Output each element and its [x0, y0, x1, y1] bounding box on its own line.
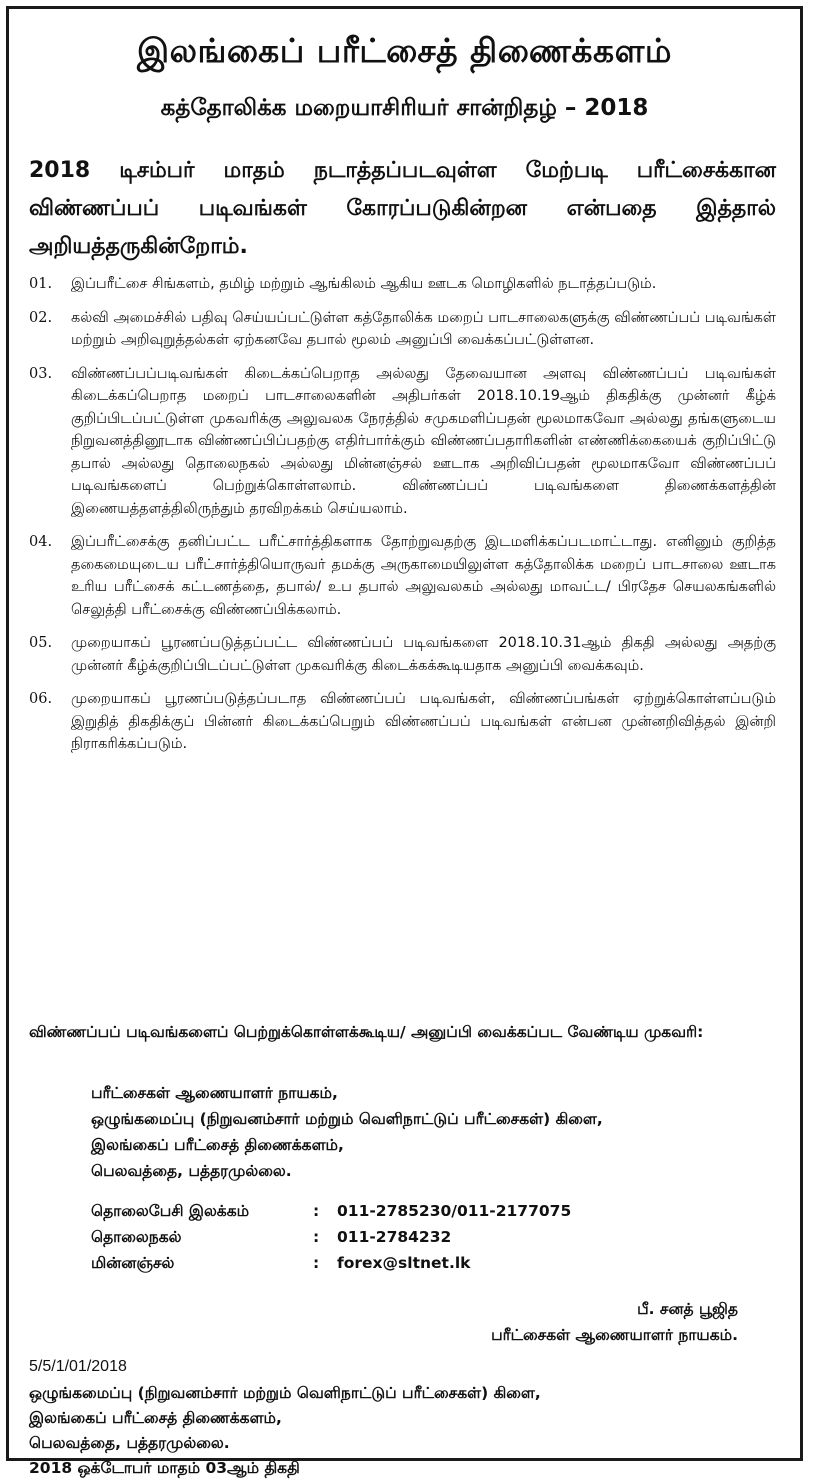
- contact-separator: :: [313, 1254, 320, 1272]
- item-text: முறையாகப் பூரணப்படுத்தப்படாத விண்ணப்பப் படிவங்கள், விண்ணப்பங்கள் ஏற்றுக்கொள்ளப்படும் இறுதித் திகதிக்குப் பின்னர் கிடைக்கப்பெறும் விண்ணப்பப் படிவங்கள் என்பன முன்னறிவித்தல் இன்றி நிராகரிக்கப்படும்.: [71, 691, 776, 752]
- exam-title: கத்தோலிக்க மறையாசிரியர் சான்றிதழ் – 2018: [160, 95, 649, 121]
- contact-label: தொலைபேசி இலக்கம்: [91, 1202, 250, 1220]
- footer-address: [29, 1381, 776, 1481]
- item-text: கல்வி அமைச்சில் பதிவு செய்யப்பட்டுள்ள கத்தோலிக்க மறைப் பாடசாலைகளுக்கு விண்ணப்பப் படிவங்கள் மற்றும் அறிவுறுத்தல்கள் ஏற்கனவே தபால் மூலம் அனுப்பி வைக்கப்பட்டுள்ளன.: [71, 309, 776, 348]
- signer-title: பரீட்சைகள் ஆணையாளர் நாயகம்.: [491, 1326, 738, 1344]
- list-item: [29, 363, 776, 521]
- phone-value: 011-2785230/011-2177075: [337, 1202, 572, 1220]
- list-item: [29, 632, 776, 677]
- list-item: [29, 307, 776, 352]
- footer-date: 2018 ஒக்டோபர் மாதம் 03ஆம் திகதி: [29, 1459, 300, 1477]
- contact-separator: :: [313, 1228, 320, 1246]
- instruction-list: [29, 273, 776, 767]
- intro-paragraph: 2018 டிசம்பர் மாதம் நடாத்தப்படவுள்ள மேற்படி பரீட்சைக்கான விண்ணப்பப் படிவங்கள் கோரப்படுகின்றன என்பதை இத்தால் அறியத்தருகின்றோம்.: [29, 158, 776, 259]
- footer-line: பெலவத்தை, பத்தரமுல்லை.: [29, 1434, 230, 1452]
- fax-value: 011-2784232: [337, 1228, 452, 1246]
- address-line: பெலவத்தை, பத்தரமுல்லை.: [91, 1162, 292, 1180]
- contact-label: மின்னஞ்சல்: [91, 1254, 175, 1272]
- contact-label: தொலைநகல்: [91, 1228, 182, 1246]
- contact-separator: :: [313, 1202, 320, 1220]
- item-number: 05.: [29, 635, 53, 651]
- address-line: பரீட்சைகள் ஆணையாளர் நாயகம்,: [91, 1084, 338, 1102]
- list-item: [29, 273, 776, 296]
- list-item: [29, 531, 776, 621]
- item-text: விண்ணப்பப்படிவங்கள் கிடைக்கப்பெறாத அல்லது தேவையான அளவு விண்ணப்பப் படிவங்கள் கிடைக்கப்பெறாத மறைப் பாடசாலைகளின் அதிபர்கள் 2018.10.19ஆம் திகதிக்கு முன்னர் கீழ்க் குறிப்பிடப்பட்டுள்ள முகவரிக்கு அலுவலக நேரத்தில் சமுகமளிப்பதன் மூலமாகவோ அல்லது தங்களுடைய நிறுவனத்தினூடாக விண்ணப்பிப்பதற்கு எதிர்பார்க்கும் விண்ணப்பதாரிகளின் எண்ணிக்கையைக் குறிப்பிட்டு தபால் அல்லது தொலைநகல் அல்லது மின்னஞ்சல் ஊடாக அறிவிப்பதன் மூலமாகவோ விண்ணப்பப் படிவங்களைப் பெற்றுக்கொள்ளலாம். விண்ணப்பப் படிவங்களை திணைக்களத்தின் இணையத்தளத்திலிருந்தும் தரவிறக்கம் செய்யலாம்.: [71, 365, 776, 517]
- address-block: [91, 1080, 776, 1184]
- contact-table: [91, 1198, 571, 1276]
- contact-row-phone: [91, 1198, 571, 1224]
- contact-row-fax: [91, 1224, 571, 1250]
- item-number: 03.: [29, 365, 53, 382]
- item-number: 06.: [29, 691, 53, 707]
- item-text: இப்பரீட்சைக்கு தனிப்பட்ட பரீட்சார்த்திகளாக தோற்றுவதற்கு இடமளிக்கப்படமாட்டாது. எனினும் குறித்த தகைமையுடைய பரீட்சார்த்தியொருவர் தமக்கு அருகாமையிலுள்ள கத்தோலிக்க மறைப் பாடசாலை ஊடாக உரிய பரீட்சைக் கட்டணத்தை, தபால்/ உப தபால் அலுவலகம் அல்லது மாவட்ட/ பிரதேச செயலகங்களில் செலுத்தி பரீட்சைக்கு விண்ணப்பிக்கலாம்.: [71, 534, 776, 618]
- signer-name: பீ. சனத் பூஜித: [637, 1300, 738, 1318]
- item-text: முறையாகப் பூரணப்படுத்தப்பட்ட விண்ணப்பப் படிவங்களை 2018.10.31ஆம் திகதி அல்லது அதற்கு முன்னர் கீழ்க்குறிப்பிடப்பட்டுள்ள முகவரிக்கு கிடைக்கக்கூடியதாக அனுப்பி வைக்கவும்.: [71, 635, 776, 674]
- list-item: [29, 688, 776, 756]
- address-line: ஒழுங்கமைப்பு (நிறுவனம்சார் மற்றும் வெளிநாட்டுப் பரீட்சைகள்) கிளை,: [91, 1110, 603, 1128]
- item-number: 02.: [29, 309, 53, 326]
- footer-line: இலங்கைப் பரீட்சைத் திணைக்களம்,: [29, 1409, 282, 1427]
- reference-number: 5/5/1/01/2018: [29, 1358, 127, 1375]
- email-value: forex@sltnet.lk: [337, 1254, 471, 1272]
- address-line: இலங்கைப் பரீட்சைத் திணைக்களம்,: [91, 1136, 344, 1154]
- contact-row-email: [91, 1250, 571, 1276]
- footer-line: ஒழுங்கமைப்பு (நிறுவனம்சார் மற்றும் வெளிநாட்டுப் பரீட்சைகள்) கிளை,: [29, 1384, 541, 1402]
- item-number: 04.: [29, 534, 53, 550]
- notice-frame: [6, 6, 803, 1477]
- item-number: 01.: [29, 276, 53, 292]
- item-text: இப்பரீட்சை சிங்களம், தமிழ் மற்றும் ஆங்கிலம் ஆகிய ஊடக மொழிகளில் நடாத்தப்படும்.: [71, 276, 657, 292]
- department-title: இலங்கைப் பரீட்சைத் திணைக்களம்: [137, 31, 672, 70]
- signature-block: [491, 1296, 738, 1348]
- address-heading: விண்ணப்பப் படிவங்களைப் பெற்றுக்கொள்ளக்கூடிய/ அனுப்பி வைக்கப்பட வேண்டிய முகவரி:: [29, 1023, 704, 1041]
